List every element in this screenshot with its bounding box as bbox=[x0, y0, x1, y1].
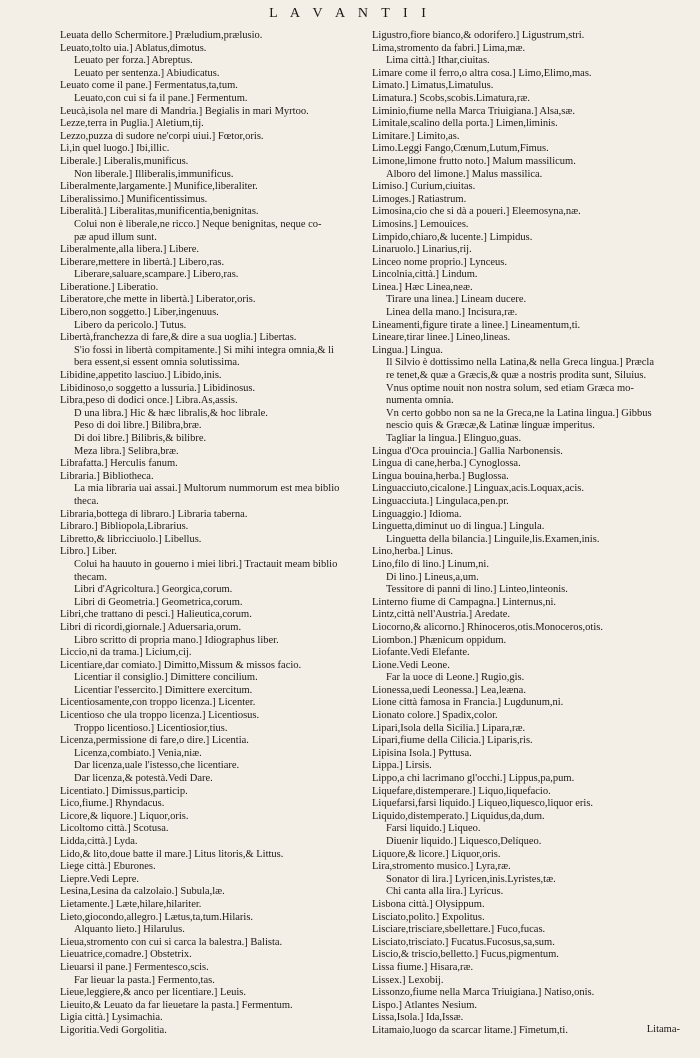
dictionary-entry: Lingua.] Lingua. bbox=[372, 344, 443, 356]
dictionary-entry: Liccio,ni da trama.] Licium,cij. bbox=[60, 647, 192, 659]
dictionary-entry: Lissonzo,fiume nella Marca Triuigiana.] Natiso,onis. bbox=[372, 987, 595, 999]
dictionary-entry: Colui non è liberale,ne ricco.] Neque benignitas, neque co- bbox=[74, 218, 322, 230]
dictionary-entry: Linea.] Hæc Linea,neæ. bbox=[372, 281, 473, 293]
dictionary-entry: Lingua bouina,herba.] Buglossa. bbox=[372, 470, 509, 482]
dictionary-entry: Limone,limone frutto noto.] Malum massilicum. bbox=[372, 155, 576, 167]
dictionary-entry: Vn certo gobbo non sa ne la Greca,ne la Latina lingua.] Gibbus bbox=[386, 407, 652, 419]
dictionary-entry: Lingua d'Oca prouincia.] Gallia Narbonensis. bbox=[372, 445, 563, 457]
dictionary-entry: Il Silvio è dottissimo nella Latina,& nella Greca lingua.] Præcla bbox=[386, 357, 654, 369]
dictionary-entry: Licore,& liquore.] Liquor,oris. bbox=[60, 810, 189, 822]
dictionary-entry: nescio quis & Græcæ,& Latinæ linguæ imperitus. bbox=[386, 420, 595, 432]
dictionary-entry: Lippo,a chi lacrimano gl'occhi.] Lippus,pa,pum. bbox=[372, 773, 575, 785]
dictionary-entry: Libero,non soggetto.] Liber,ingenuus. bbox=[60, 307, 219, 319]
dictionary-entry: Lionessa,uedi Leonessa.] Lea,leæna. bbox=[372, 684, 526, 696]
dictionary-entry: Lieto,giocondo,allegro.] Lætus,ta,tum.Hilaris. bbox=[60, 911, 254, 923]
dictionary-entry: Sonator di lira.] Lyricen,inis.Lyristes,tæ. bbox=[386, 873, 556, 885]
dictionary-entry: Lipari,Isola della Sicilia.] Lipara,ræ. bbox=[372, 722, 526, 734]
dictionary-entry: Lisciato,trisciato.] Fucatus.Fucosus,sa,sum. bbox=[372, 936, 555, 948]
dictionary-entry: Liberatore,che mette in libertà.] Liberator,oris. bbox=[60, 294, 256, 306]
dictionary-entry: Libri d'Agricoltura.] Georgica,corum. bbox=[74, 584, 233, 596]
dictionary-entry: Lieuito,& Leuato da far lieuetare la pasta.] Fermentum. bbox=[60, 999, 293, 1011]
dictionary-entry: Libri,che trattano di pesci.] Halieutica,corum. bbox=[60, 609, 252, 621]
dictionary-entry: Limiso.] Curium,ciuitas. bbox=[372, 181, 476, 193]
dictionary-entry: Libro scritto di propria mano.] Idiographus liber. bbox=[74, 634, 279, 646]
right-column bbox=[372, 30, 684, 1038]
dictionary-entry: Lissa fiume.] Hisara,ræ. bbox=[372, 961, 474, 973]
dictionary-entry: Diuenir liquido.] Liquesco,Delíqueo. bbox=[386, 836, 542, 847]
dictionary-entry: Liberalità.] Liberalitas,munificentia,benignitas. bbox=[60, 206, 259, 218]
dictionary-entry: Leuato come il pane.] Fermentatus,ta,tum. bbox=[60, 80, 238, 92]
dictionary-entry: Liberatione.] Liberatio. bbox=[60, 281, 159, 293]
dictionary-entry: Liberare,mettere in libertà.] Libero,ras. bbox=[60, 256, 225, 268]
dictionary-entry: Litamaio,luogo da scarcar litame.] Fimetum,ti. bbox=[372, 1024, 568, 1036]
dictionary-entry: Licentioso che ula troppo licenza.] Licentiosus. bbox=[60, 710, 260, 722]
dictionary-entry: Far la uoce di Leone.] Rugio,gis. bbox=[386, 672, 525, 684]
dictionary-entry: Linea della mano.] Incisura,ræ. bbox=[386, 307, 518, 319]
dictionary-entry: Libro.] Liber. bbox=[60, 546, 117, 558]
dictionary-entry: Colui ha hauuto in gouerno i miei libri.] Tractauit meam biblio bbox=[74, 558, 338, 570]
dictionary-entry: Troppo licentioso.] Licentiosior,tius. bbox=[74, 722, 228, 734]
dictionary-entry: Ligoritia.Vedi Gorgolitia. bbox=[60, 1024, 167, 1036]
dictionary-entry: Liquefarsi,farsi liquido.] Liqueo,liquesco,liquor eris. bbox=[372, 798, 594, 810]
dictionary-entry: Peso di doi libre.] Bilibra,bræ. bbox=[74, 420, 202, 432]
dictionary-entry: Liofante.Vedi Elefante. bbox=[372, 647, 470, 659]
dictionary-entry: Libri di Geometria.] Geometrica,corum. bbox=[74, 596, 243, 608]
dictionary-entry: Lido,& lito,doue batte il mare.] Litus litoris,& Littus. bbox=[60, 848, 284, 860]
dictionary-entry: Non liberale.] Illiberalis,immunificus. bbox=[74, 168, 234, 180]
dictionary-entry: Lieuatrice,comadre.] Obstetrix. bbox=[60, 949, 192, 961]
dictionary-entry: Liscio,& triscio,belletto.] Fucus,pigmentum. bbox=[372, 949, 559, 961]
dictionary-entry: Lira,stromento musico.] Lyra,ræ. bbox=[372, 861, 511, 873]
dictionary-entry: Far lieuar la pasta.] Fermento,tas. bbox=[74, 974, 215, 986]
dictionary-entry: Lineare,tirar linee.] Lineo,lineas. bbox=[372, 332, 511, 344]
dictionary-entry: Libretto,& libricciuolo.] Libellus. bbox=[60, 533, 202, 545]
dictionary-entry: Lissex.] Lexobij. bbox=[372, 974, 444, 986]
dictionary-entry: Libra,peso di dodici once.] Libra.As,assis. bbox=[60, 395, 238, 407]
dictionary-entry: Linaruolo.] Linarius,rij. bbox=[372, 244, 472, 256]
dictionary-entry: Lipisina Isola.] Pyttusa. bbox=[372, 747, 472, 759]
dictionary-entry: Licentiar il consiglio.] Dimittere concilium. bbox=[74, 672, 258, 684]
dictionary-entry: Linguacciuta.] Lingulaca,pen.pr. bbox=[372, 495, 509, 507]
catchword: Litama- bbox=[646, 1024, 680, 1035]
dictionary-entry: re tenet,& quæ a Græcis,& quæ a nostris prodita sunt, Siluius. bbox=[386, 370, 647, 382]
dictionary-entry: Liberalmente,alla libera.] Libere. bbox=[60, 244, 200, 256]
dictionary-entry: Lima città.] Ithar,ciuitas. bbox=[386, 55, 490, 67]
dictionary-entry: Di doi libre.] Bilibris,& bilibre. bbox=[74, 433, 207, 444]
dictionary-entry: Licenza,permissione di fare,o dire.] Licentia. bbox=[60, 735, 249, 747]
dictionary-entry: Liberale.] Liberalis,munificus. bbox=[60, 155, 189, 167]
dictionary-entry: Licentiare,dar comiato.] Dimitto,Missum & missos facio. bbox=[60, 659, 302, 671]
dictionary-entry: bera essent,si essent omnia solutissima. bbox=[74, 357, 240, 369]
page-header bbox=[0, 2, 700, 28]
dictionary-entry: Limitale,scalino della porta.] Limen,liminis. bbox=[372, 118, 558, 130]
dictionary-entry: Libraria,bottega di libraro.] Libraria taberna. bbox=[60, 508, 248, 520]
dictionary-entry: Leuato per forza.] Abreptus. bbox=[74, 55, 193, 67]
dictionary-entry: Limoges.] Ratiastrum. bbox=[372, 193, 467, 205]
dictionary-entry: Lingua di cane,herba.] Cynoglossa. bbox=[372, 458, 521, 470]
dictionary-entry: Lisciato,polito.] Expolitus. bbox=[372, 911, 485, 923]
dictionary-entry: Tessitore di panni di lino.] Linteo,linteonis. bbox=[386, 584, 568, 596]
dictionary-entry: Lidda,città.] Lyda. bbox=[60, 836, 138, 847]
dictionary-entry: Meza libra.] Selibra,bræ. bbox=[74, 445, 179, 457]
dictionary-entry: Lincolnia,città.] Lindum. bbox=[372, 269, 478, 281]
dictionary-entry: Vnus optime nouit non nostra solum, sed etiam Græca mo- bbox=[386, 382, 634, 394]
dictionary-entry: Libraro.] Bibliopola,Librarius. bbox=[60, 521, 189, 533]
dictionary-entry: Liquore,& licore.] Liquor,oris. bbox=[372, 848, 501, 860]
dictionary-entry: Limatura.] Scobs,scobis.Limatura,ræ. bbox=[372, 92, 531, 104]
dictionary-entry: Lintz,città nell'Austria.] Aredate. bbox=[372, 609, 511, 621]
dictionary-entry: Lippa.] Lirsis. bbox=[372, 760, 432, 772]
dictionary-entry: Liepre.Vedi Lepre. bbox=[60, 873, 140, 885]
dictionary-entry: Lissa,Isola.] Ida,Issæ. bbox=[372, 1012, 464, 1024]
dictionary-entry: Lisbona città.] Olysippum. bbox=[372, 898, 485, 910]
dictionary-entry: Tagliar la lingua.] Elinguo,guas. bbox=[386, 433, 522, 444]
dictionary-entry: Lesina,Lesina da calzolaio.] Subula,læ. bbox=[60, 886, 225, 898]
dictionary-entry: Licenza,combiato.] Venia,niæ. bbox=[74, 747, 202, 759]
dictionary-entry: Lietamente.] Læte,hilare,hilariter. bbox=[60, 898, 202, 910]
dictionary-entry: D una libra.] Hic & hæc libralis,& hoc librale. bbox=[74, 407, 268, 419]
dictionary-entry: Lispo.] Atlantes Nesium. bbox=[372, 999, 477, 1011]
dictionary-entry: Leuato per sentenza.] Abiudicatus. bbox=[74, 67, 220, 79]
dictionary-entry: Lineamenti,figure tirate a linee.] Lineamentum,ti. bbox=[372, 319, 581, 331]
dictionary-entry: Limosins.] Lemouices. bbox=[372, 218, 469, 230]
dictionary-entry: Lieue,leggiere,& anco per licentiare.] Leuis. bbox=[60, 987, 246, 999]
dictionary-entry: Liberalissimo.] Munificentissimus. bbox=[60, 193, 208, 205]
dictionary-entry: Lino,herba.] Linus. bbox=[372, 546, 454, 558]
dictionary-entry: Farsi liquido.] Liqueo. bbox=[386, 823, 481, 835]
dictionary-entry: Lipari,fiume della Cilicia.] Liparis,ris. bbox=[372, 735, 533, 747]
dictionary-entry: Lezzo,puzza di sudore ne'corpi uiui.] Fœtor,oris. bbox=[60, 130, 264, 142]
dictionary-entry: Alboro del limone.] Malus massilica. bbox=[386, 168, 543, 180]
dictionary-entry: Limosina,cio che si dà a poueri.] Eleemosyna,næ. bbox=[372, 206, 581, 218]
dictionary-entry: Licentiar l'essercito.] Dimittere exercitum. bbox=[74, 684, 253, 696]
dictionary-entry: Ligia città.] Lysimachia. bbox=[60, 1012, 163, 1024]
dictionary-entry: Liminio,fiume nella Marca Triuigiana.] Alsa,sæ. bbox=[372, 105, 575, 117]
dictionary-entry: Leuata dello Schermitore.] Præludium,prælusio. bbox=[60, 30, 263, 41]
dictionary-entry: Liombon.] Phænicum oppidum. bbox=[372, 634, 507, 646]
dictionary-entry: Linceo nome proprio.] Lynceus. bbox=[372, 256, 508, 268]
dictionary-entry: Linguetta della bilancia.] Linguile,lis.Examen,inis. bbox=[386, 533, 600, 545]
dictionary-entry: Lezze,terra in Puglia.] Aletium,tij. bbox=[60, 118, 204, 130]
dictionary-entry: Libraria.] Bibliotheca. bbox=[60, 470, 154, 482]
dictionary-entry: theca. bbox=[74, 495, 99, 507]
dictionary-entry: Dar licenza,& potestà.Vedi Dare. bbox=[74, 773, 213, 785]
dictionary-entry: Licentiosamente,con troppo licenza.] Licenter. bbox=[60, 697, 256, 709]
dictionary-entry: Lione.Vedi Leone. bbox=[372, 659, 450, 671]
dictionary-entry: Lieuarsi il pane.] Fermentesco,scis. bbox=[60, 961, 209, 973]
dictionary-entry: Linguaggio.] Idioma. bbox=[372, 508, 462, 520]
dictionary-entry: Tirare una linea.] Lineam ducere. bbox=[386, 294, 527, 306]
dictionary-entry: Lico,fiume.] Rhyndacus. bbox=[60, 798, 165, 810]
dictionary-entry: Liberalmente,largamente.] Munifice,liberaliter. bbox=[60, 181, 258, 193]
dictionary-entry: La mia libraria uai assai.] Multorum nummorum est mea biblio bbox=[74, 483, 340, 495]
dictionary-entry: Libidinoso,o soggetto a lussuria.] Libidinosus. bbox=[60, 382, 256, 394]
dictionary-entry: thecam. bbox=[74, 571, 107, 583]
dictionary-entry: Lione città famosa in Francia.] Lugdunum,ni. bbox=[372, 697, 564, 709]
dictionary-entry: Lino,filo di lino.] Linum,ni. bbox=[372, 558, 489, 570]
dictionary-entry: Limare come il ferro,o altra cosa.] Limo,Elimo,mas. bbox=[372, 67, 592, 79]
dictionary-entry: Libertà,franchezza di fare,& dire a sua uoglia.] Libertas. bbox=[60, 332, 297, 344]
dictionary-entry: Linguetta,diminut uo di lingua.] Lingula. bbox=[372, 521, 545, 533]
dictionary-entry: Limitare.] Limito,as. bbox=[372, 130, 460, 142]
dictionary-entry: Librafatta.] Herculis fanum. bbox=[60, 458, 178, 470]
dictionary-entry: Licentiato.] Dimissus,particip. bbox=[60, 785, 188, 797]
dictionary-entry: Liege città.] Eburones. bbox=[60, 861, 156, 873]
dictionary-entry: Chi canta alla lira.] Lyricus. bbox=[386, 886, 504, 898]
dictionary-entry: Ligustro,fiore bianco,& odorifero.] Ligustrum,stri. bbox=[372, 30, 585, 41]
dictionary-entry: Limato.] Limatus,Limatulus. bbox=[372, 80, 494, 92]
dictionary-entry: Liocorno,& alicorno.] Rhinoceros,otis.Monoceros,otis. bbox=[372, 621, 603, 633]
dictionary-entry: Alquanto lieto.] Hilarulus. bbox=[74, 924, 185, 936]
dictionary-entry: Liquefare,distemperare.] Liquo,liquefacio. bbox=[372, 785, 551, 797]
dictionary-entry: Lima,stromento da fabri.] Lima,mæ. bbox=[372, 42, 526, 54]
dictionary-entry: Limpido,chiaro,& lucente.] Limpidus. bbox=[372, 231, 533, 243]
dictionary-entry: Limo.Leggi Fango,Cœnum,Lutum,Fimus. bbox=[372, 143, 549, 155]
dictionary-entry: pæ apud illum sunt. bbox=[74, 231, 157, 243]
dictionary-entry: Lì,in quel luogo.] Ibi,illic. bbox=[60, 143, 170, 155]
dictionary-entry: Linguacciuto,cicalone.] Linguax,acis.Loquax,acis. bbox=[372, 483, 584, 495]
dictionary-entry: Libidine,appetito lasciuo.] Libido,inis. bbox=[60, 370, 222, 382]
dictionary-entry: Leucà,isola nel mare di Mandria.] Begialis in mari Myrtoo. bbox=[60, 105, 309, 117]
dictionary-entry: numenta omnia. bbox=[386, 395, 454, 407]
left-column bbox=[60, 30, 365, 1038]
dictionary-entry: Lisciare,trisciare,sbellettare.] Fuco,fucas. bbox=[372, 924, 546, 936]
dictionary-entry: Libero da pericolo.] Tutus. bbox=[74, 319, 187, 331]
dictionary-entry: Linterno fiume di Campagna.] Linternus,ni. bbox=[372, 596, 556, 608]
dictionary-entry: S'io fossi in libertà compitamente.] Si mihi integra omnia,& li bbox=[74, 344, 334, 356]
dictionary-entry: Liberare,saluare,scampare.] Libero,ras. bbox=[74, 269, 239, 281]
dictionary-entry: Libri di ricordi,giornale.] Aduersaria,orum. bbox=[60, 621, 242, 633]
dictionary-entry: Leuato,tolto uia.] Ablatus,dimotus. bbox=[60, 42, 207, 54]
running-head: L A V A N T I I bbox=[269, 6, 431, 21]
dictionary-entry: Liquido,distemperato.] Liquidus,da,dum. bbox=[372, 810, 545, 822]
dictionary-entry: Licoltomo città.] Scotusa. bbox=[60, 823, 169, 835]
dictionary-entry: Lieua,stromento con cui si carca la balestra.] Balista. bbox=[60, 936, 283, 948]
dictionary-entry: Di lino.] Lineus,a,um. bbox=[386, 571, 479, 583]
dictionary-entry: Leuato,con cui si fa il pane.] Fermentum. bbox=[74, 92, 248, 104]
dictionary-entry: Dar licenza,uale l'istesso,che licentiare. bbox=[74, 760, 240, 772]
dictionary-entry: Lionato colore.] Spadix,color. bbox=[372, 710, 498, 722]
